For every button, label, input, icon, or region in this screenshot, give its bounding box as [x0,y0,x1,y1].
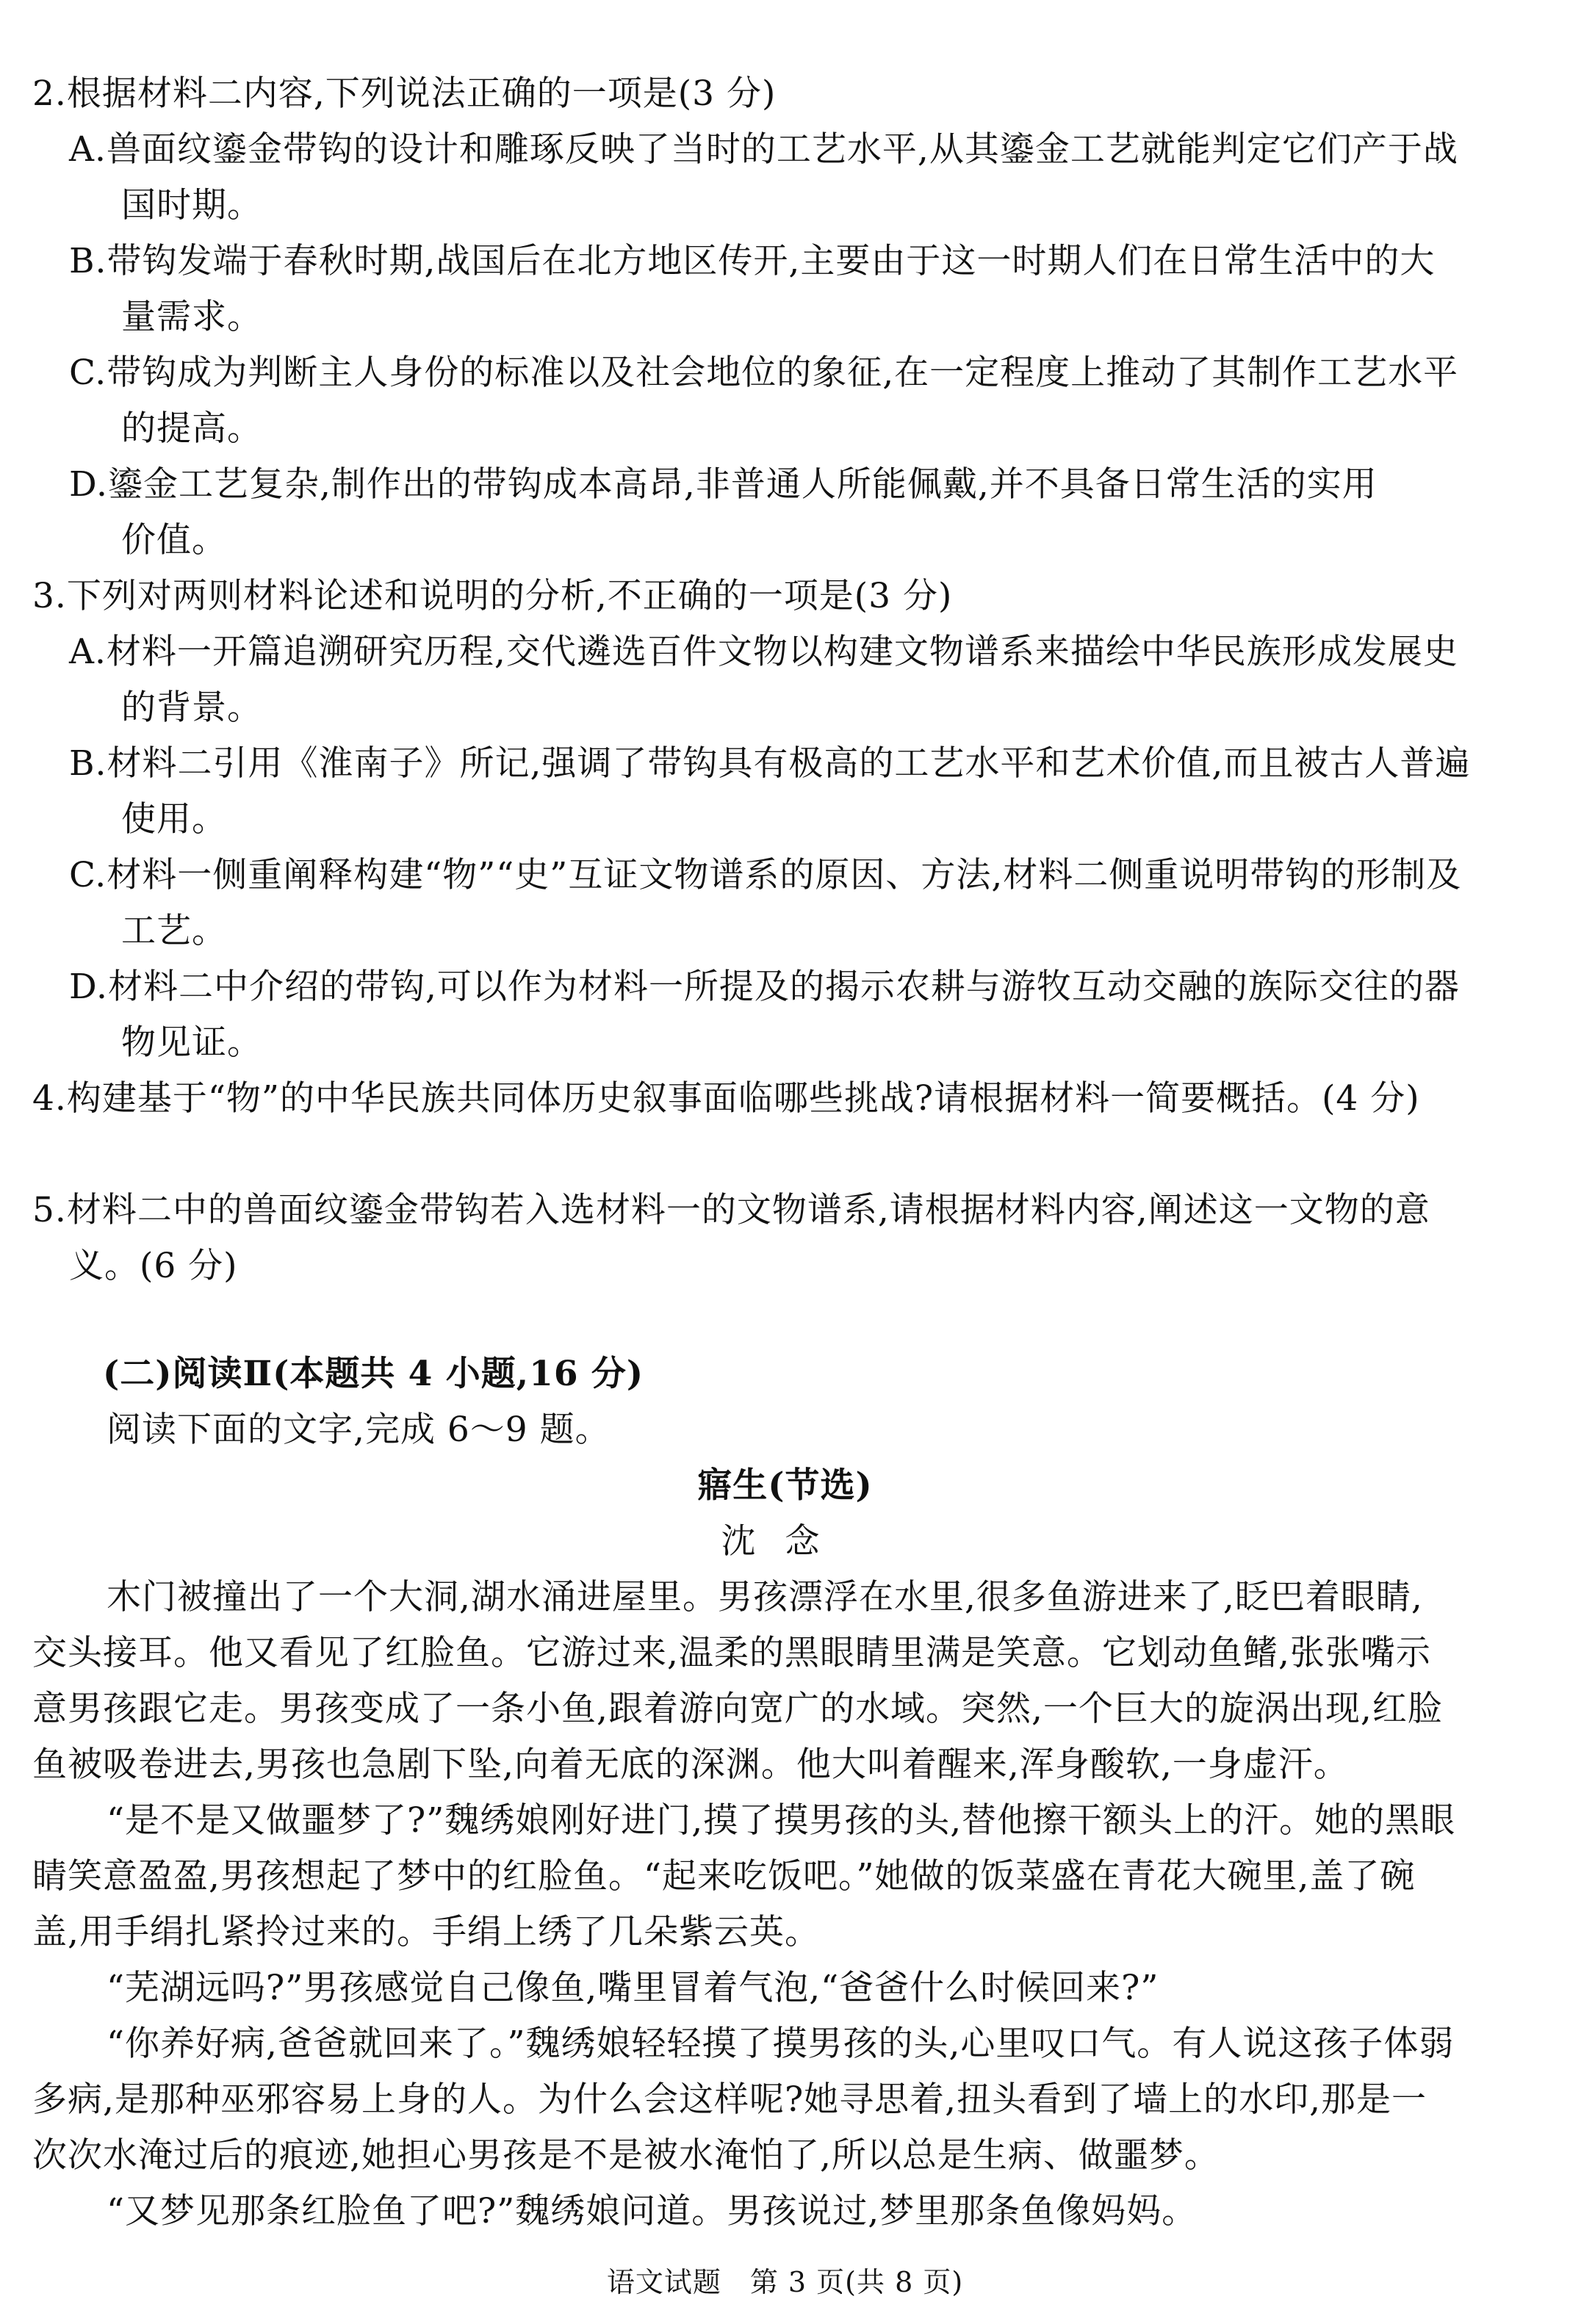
page-footer: 语文试题 第 3 页(共 8 页) [606,2266,964,2298]
q3-option-d-cont: 物见证。 [121,1022,262,1063]
q2-stem: 2.根据材料二内容,下列说法正确的一项是(3 分) [32,73,777,114]
q5-stem-cont: 义。(6 分) [69,1246,238,1286]
q3-option-a: A.材料一开篇追溯研究历程,交代遴选百件文物以构建文物谱系来描绘中华民族形成发展史 [69,632,1458,672]
q3-option-a-cont: 的背景。 [121,688,262,728]
section-instruction: 阅读下面的文字,完成 6～9 题。 [107,1410,611,1450]
story-author: 沈念 [721,1521,849,1562]
q2-option-c-cont: 的提高。 [121,408,262,449]
story-para2-line2: 睛笑意盈盈,男孩想起了梦中的红脸鱼。“起来吃饭吧。”她做的饭菜盛在青花大碗里,盖了碗 [32,1856,1416,1897]
story-para5-line1: “又梦见那条红脸鱼了吧?”魏绣娘问道。男孩说过,梦里那条鱼像妈妈。 [107,2191,1198,2231]
section-heading: (二)阅读Ⅱ(本题共 4 小题,16 分) [103,1354,644,1394]
q3-option-c: C.材料一侧重阐释构建“物”“史”互证文物谱系的原因、方法,材料二侧重说明带钩的形制及 [69,855,1462,895]
story-para4-line3: 次次水淹过后的痕迹,她担心男孩是不是被水淹怕了,所以总是生病、做噩梦。 [32,2135,1220,2176]
q2-option-a-cont: 国时期。 [121,185,262,225]
q2-option-d-cont: 价值。 [121,520,227,560]
story-para2-line3: 盖,用手绢扎紧拎过来的。手绢上绣了几朵紫云英。 [32,1912,820,1952]
story-para1-line3: 意男孩跟它走。男孩变成了一条小鱼,跟着游向宽广的水域。突然,一个巨大的旋涡出现,红脸 [32,1689,1443,1729]
story-para1-line1: 木门被撞出了一个大洞,湖水涌进屋里。男孩漂浮在水里,很多鱼游进来了,眨巴着眼睛, [107,1577,1423,1617]
q3-option-d: D.材料二中介绍的带钩,可以作为材料一所提及的揭示农耕与游牧互动交融的族际交往的器 [69,967,1460,1007]
story-para4-line2: 多病,是那种巫邪容易上身的人。为什么会这样呢?她寻思着,扭头看到了墙上的水印,那是一 [32,2079,1427,2120]
story-para2-line1: “是不是又做噩梦了?”魏绣娘刚好进门,摸了摸男孩的头,替他擦干额头上的汗。她的黑眼 [107,1800,1456,1841]
story-title: 寤生(节选) [697,1465,873,1506]
q4-stem: 4.构建基于“物”的中华民族共同体历史叙事面临哪些挑战?请根据材料一简要概括。(4 分) [32,1078,1420,1119]
q2-option-b: B.带钩发端于春秋时期,战国后在北方地区传开,主要由于这一时期人们在日常生活中的大 [69,241,1436,281]
q2-option-a: A.兽面纹鎏金带钩的设计和雕琢反映了当时的工艺水平,从其鎏金工艺就能判定它们产于战 [69,129,1458,170]
q3-option-b-cont: 使用。 [121,799,227,840]
q2-option-c: C.带钩成为判断主人身份的标准以及社会地位的象征,在一定程度上推动了其制作工艺水平 [69,353,1459,393]
q3-stem: 3.下列对两则材料论述和说明的分析,不正确的一项是(3 分) [32,576,953,616]
q3-option-b: B.材料二引用《淮南子》所记,强调了带钩具有极高的工艺水平和艺术价值,而且被古人普遍 [69,743,1471,784]
story-para3-line1: “芜湖远吗?”男孩感觉自己像鱼,嘴里冒着气泡,“爸爸什么时候回来?” [107,1968,1159,2008]
q2-option-d: D.鎏金工艺复杂,制作出的带钩成本高昂,非普通人所能佩戴,并不具备日常生活的实用 [69,464,1378,505]
q5-stem: 5.材料二中的兽面纹鎏金带钩若入选材料一的文物谱系,请根据材料内容,阐述这一文物的意 [32,1190,1430,1230]
story-para1-line4: 鱼被吸卷进去,男孩也急剧下坠,向着无底的深渊。他大叫着醒来,浑身酸软,一身虚汗。 [32,1744,1349,1785]
story-para1-line2: 交头接耳。他又看见了红脸鱼。它游过来,温柔的黑眼睛里满是笑意。它划动鱼鳍,张张嘴示 [32,1633,1431,1673]
q2-option-b-cont: 量需求。 [121,297,262,337]
q3-option-c-cont: 工艺。 [121,911,227,951]
story-para4-line1: “你养好病,爸爸就回来了。”魏绣娘轻轻摸了摸男孩的头,心里叹口气。有人说这孩子体弱 [107,2024,1455,2064]
